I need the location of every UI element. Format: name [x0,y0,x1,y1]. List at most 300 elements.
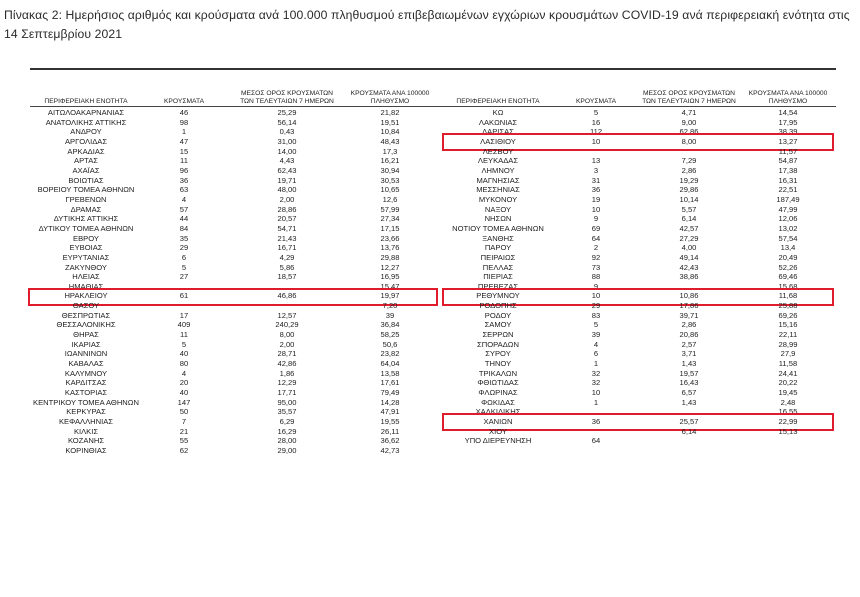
cell-region: ΜΑΓΝΗΣΙΑΣ [476,175,520,185]
left-rows [30,108,442,456]
cell-region: ΙΚΑΡΙΑΣ [71,339,101,349]
cell-cases: 69 [591,223,601,233]
cell-cases: 10 [591,136,601,146]
cell-avg7: 5,86 [279,262,295,272]
cell-region: ΤΗΝΟΥ [484,359,512,369]
cell-per100k: 14,28 [380,397,400,407]
table-row [30,330,442,340]
cell-region: ΕΒΡΟΥ [73,233,99,243]
header-region: ΠΕΡΙΦΕΡΕΙΑΚΗ ΕΝΟΤΗΤΑ [456,98,540,105]
cell-region: ΑΡΤΑΣ [74,156,98,166]
table-row [30,272,442,282]
cell-region: ΜΥΚΟΝΟΥ [478,194,518,204]
cell-avg7: 28,71 [277,349,297,359]
cell-cases: 47 [179,136,189,146]
table-row [442,378,836,388]
cell-per100k: 36,84 [380,320,400,330]
cell-per100k: 23,82 [380,349,400,359]
cell-per100k: 13,76 [380,243,400,253]
cell-region: ΠΙΕΡΙΑΣ [483,272,513,282]
cell-per100k: 19,45 [778,388,798,398]
cell-avg7: 4,00 [681,243,697,253]
table-row [30,108,442,118]
cell-cases: 83 [591,310,601,320]
cell-avg7: 21,43 [277,233,297,243]
cell-region: ΠΡΕΒΕΖΑΣ [477,281,519,291]
cell-avg7: 4,43 [279,156,295,166]
cell-avg7: 2,00 [279,194,295,204]
table-row [30,195,442,205]
cell-region: ΑΡΓΟΛΙΔΑΣ [64,136,108,146]
cell-region: ΘΕΣΣΑΛΟΝΙΚΗΣ [56,320,116,330]
cell-region: ΚΕΦΑΛΛΗΝΙΑΣ [58,417,114,426]
table-row [442,147,836,157]
cell-cases: 32 [591,368,601,378]
cell-avg7: 95,00 [277,397,297,407]
cell-per100k: 17,15 [380,223,400,233]
table-row [30,378,442,388]
cell-per100k: 12,6 [382,194,398,204]
cell-region: ΚΑΒΑΛΑΣ [68,359,104,369]
table-row [442,214,836,224]
cell-avg7: 27,29 [679,233,699,243]
table-row [30,214,442,224]
cell-per100k: 30,53 [380,175,400,185]
cell-per100k: 15,47 [380,281,400,291]
table-row [30,407,442,417]
cell-per100k: 28,99 [778,339,798,349]
cell-per100k: 50,6 [382,339,398,349]
cell-region: ΞΑΝΘΗΣ [482,233,514,243]
cell-region: ΧΑΛΚΙΔΙΚΗΣ [475,407,521,417]
cell-region: ΡΟΔΟΠΗΣ [479,301,517,311]
cell-avg7: 9,00 [681,117,697,127]
cell-region: ΧΙΟΥ [489,426,507,436]
cell-avg7: 25,57 [679,417,699,426]
cell-per100k: 13,4 [780,243,796,253]
cell-per100k: 7,20 [382,301,398,311]
cell-region: ΠΕΙΡΑΙΩΣ [480,252,516,262]
cell-cases: 44 [179,214,189,224]
table-row [30,311,442,321]
cell-region: ΥΠΟ ΔΙΕΡΕΥΝΗΣΗ [464,436,532,446]
cell-cases: 409 [177,320,191,330]
covid-cases-table [30,68,836,498]
cell-cases: 9 [593,214,599,224]
cell-avg7: 2,86 [681,165,697,175]
cell-cases: 16 [591,117,601,127]
cell-region: ΙΩΑΝΝΙΝΩΝ [64,349,108,359]
cell-per100k: 13,58 [380,368,400,378]
cell-per100k: 11,68 [778,291,798,301]
table-row [442,398,836,408]
cell-region: ΣΕΡΡΩΝ [482,330,514,340]
cell-per100k: 13,27 [778,136,798,146]
table-row [442,195,836,205]
table-row [442,369,836,379]
cell-cases: 5 [593,320,599,330]
table-row [442,436,836,446]
cell-cases: 112 [589,127,603,137]
cell-region: ΦΩΚΙΔΑΣ [481,397,515,407]
cell-per100k: 10,84 [380,127,400,137]
cell-avg7: 42,57 [679,223,699,233]
cell-region: ΑΝΑΤΟΛΙΚΗΣ ΑΤΤΙΚΗΣ [45,117,127,127]
cell-avg7: 1,86 [279,368,295,378]
cell-avg7: 29,86 [679,185,699,195]
table-row [442,320,836,330]
cell-region: ΒΟΙΩΤΙΑΣ [68,175,104,185]
cell-region: ΣΠΟΡΑΔΩΝ [477,339,519,349]
cell-per100k: 54,87 [778,156,798,166]
cell-region: ΛΑΡΙΣΑΣ [482,127,514,137]
cell-region: ΑΡΚΑΔΙΑΣ [67,146,105,156]
cell-per100k: 14,54 [778,108,798,117]
cell-per100k: 19,97 [380,291,400,301]
table-row [442,185,836,195]
cell-cases: 17 [179,310,189,320]
cell-per100k: 58,25 [380,330,400,340]
cell-per100k: 79,49 [380,388,400,398]
cell-per100k: 42,73 [380,445,400,455]
table-row [30,320,442,330]
cell-region: ΡΟΔΟΥ [484,310,512,320]
cell-avg7: 10,86 [679,291,699,301]
cell-per100k: 15,68 [778,281,798,291]
cell-cases: 10 [591,388,601,398]
cell-per100k: 39 [385,310,395,320]
cell-region: ΘΑΣΟΥ [72,301,100,311]
cell-cases: 1 [593,397,599,407]
table-row [442,301,836,311]
cell-per100k: 17,3 [382,146,398,156]
cell-per100k: 2,48 [780,397,796,407]
cell-per100k: 64,04 [380,359,400,369]
cell-per100k: 57,54 [778,233,798,243]
cell-region: ΧΑΝΙΩΝ [483,417,513,426]
cell-avg7: 12,29 [277,378,297,388]
cell-cases: 36 [591,417,601,426]
cell-region: ΑΝΔΡΟΥ [70,127,102,137]
cell-per100k: 21,82 [380,108,400,117]
cell-per100k: 47,99 [778,204,798,214]
cell-per100k: 17,38 [778,165,798,175]
cell-per100k: 24,41 [778,368,798,378]
cell-avg7: 3,71 [681,349,697,359]
cell-region: ΖΑΚΥΝΘΟΥ [65,262,107,272]
cell-cases: 5 [181,339,187,349]
cell-per100k: 19,55 [380,417,400,426]
cell-cases: 64 [591,436,601,446]
cell-avg7: 49,14 [679,252,699,262]
cell-avg7: 31,00 [277,136,297,146]
table-row [30,127,442,137]
cell-avg7: 1,43 [681,397,697,407]
cell-cases: 92 [591,252,601,262]
table-row [30,137,442,147]
table-row [442,340,836,350]
cell-per100k: 27,34 [380,214,400,224]
table-row [30,118,442,128]
cell-region: ΚΩ [492,108,504,117]
cell-avg7: 6,29 [279,417,295,426]
table-row [30,243,442,253]
cell-avg7: 54,71 [277,223,297,233]
header-avg7: ΜΕΣΟΣ ΟΡΟΣ ΚΡΟΥΣΜΑΤΩΝ ΤΩΝ ΤΕΛΕΥΤΑΙΩΝ 7 ΗΜΕΡΩΝ [642,90,736,105]
cell-per100k: 11,58 [778,359,798,369]
cell-cases: 31 [591,175,601,185]
cell-cases: 63 [179,185,189,195]
cell-cases: 7 [181,417,187,426]
cell-avg7: 38,86 [679,272,699,282]
cell-cases: 84 [179,223,189,233]
cell-cases: 98 [179,117,189,127]
cell-avg7: 48,00 [277,185,297,195]
cell-cases: 5 [181,262,187,272]
table-row [442,388,836,398]
cell-cases: 27 [179,272,189,282]
cell-avg7: 6,14 [681,426,697,436]
cell-per100k: 22,99 [778,417,798,426]
cell-cases: 5 [593,108,599,117]
cell-cases: 6 [181,252,187,262]
cell-cases: 35 [179,233,189,243]
cell-per100k: 20,22 [778,378,798,388]
cell-cases: 40 [179,349,189,359]
cell-per100k: 52,26 [778,262,798,272]
table-row [442,253,836,263]
cell-cases: 13 [591,156,601,166]
cell-cases: 21 [179,426,189,436]
table-right-half [442,68,836,498]
cell-region: ΡΕΘΥΜΝΟΥ [476,291,520,301]
cell-cases: 15 [179,146,189,156]
table-row [442,330,836,340]
cell-cases: 1 [593,359,599,369]
table-row [30,436,442,446]
cell-cases: 2 [593,243,599,253]
table-row [30,253,442,263]
cell-region: ΦΛΩΡΙΝΑΣ [478,388,518,398]
cell-avg7: 35,57 [277,407,297,417]
cell-region: ΚΟΡΙΝΘΙΑΣ [65,445,107,455]
cell-region: ΛΑΣΙΘΙΟΥ [480,136,516,146]
cell-region: ΚΙΛΚΙΣ [73,426,99,436]
cell-region: ΚΑΣΤΟΡΙΑΣ [64,388,108,398]
cell-region: ΛΑΚΩΝΙΑΣ [478,117,518,127]
cell-cases: 29 [179,243,189,253]
cell-per100k: 69,26 [778,310,798,320]
cell-per100k: 15,13 [778,426,798,436]
table-row [30,263,442,273]
cell-cases: 39 [591,330,601,340]
table-row [30,446,442,456]
table-row [442,349,836,359]
cell-region: ΒΟΡΕΙΟΥ ΤΟΜΕΑ ΑΘΗΝΩΝ [37,185,135,195]
cell-per100k: 23,66 [380,233,400,243]
cell-region: ΚΑΡΔΙΤΣΑΣ [65,378,107,388]
cell-region: ΠΕΛΛΑΣ [482,262,514,272]
table-row [30,388,442,398]
cell-cases: 62 [179,445,189,455]
cell-region: ΔΥΤΙΚΟΥ ΤΟΜΕΑ ΑΘΗΝΩΝ [38,223,134,233]
cell-avg7: 19,29 [679,175,699,185]
cell-avg7: 16,71 [277,243,297,253]
cell-region: ΦΘΙΩΤΙΔΑΣ [477,378,519,388]
cell-region: ΕΥΒΟΙΑΣ [69,243,103,253]
cell-region: ΝΗΣΩΝ [484,214,512,224]
table-row [30,185,442,195]
cell-per100k: 11,57 [778,146,798,156]
cell-cases: 20 [179,378,189,388]
cell-cases: 80 [179,359,189,369]
cell-cases: 50 [179,407,189,417]
cell-avg7: 56,14 [277,117,297,127]
table-row [30,359,442,369]
cell-per100k: 16,31 [778,175,798,185]
cell-cases: 88 [591,272,601,282]
cell-avg7: 6,14 [681,214,697,224]
cell-cases: 4 [181,368,187,378]
cell-cases: 3 [593,165,599,175]
table-row [30,176,442,186]
header-cases: ΚΡΟΥΣΜΑΤΑ [575,98,617,105]
table-row [442,205,836,215]
cell-cases: 55 [179,436,189,446]
cell-per100k: 17,95 [778,117,798,127]
table-row [442,427,836,437]
cell-avg7: 240,29 [275,320,299,330]
cell-per100k: 48,43 [380,136,400,146]
cell-cases: 147 [177,397,191,407]
cell-avg7: 28,00 [277,436,297,446]
cell-per100k: 12,27 [380,262,400,272]
cell-avg7: 2,00 [279,339,295,349]
cell-avg7: 1,43 [681,359,697,369]
cell-region: ΚΟΖΑΝΗΣ [67,436,105,446]
cell-avg7: 46,86 [277,291,297,301]
cell-region: ΑΧΑΪΑΣ [72,165,100,175]
cell-avg7: 7,29 [681,156,697,166]
table-row [442,359,836,369]
cell-cases: 73 [591,262,601,272]
cell-per100k: 30,94 [380,165,400,175]
right-rows [442,108,836,446]
table-row [442,118,836,128]
header-region: ΠΕΡΙΦΕΡΕΙΑΚΗ ΕΝΟΤΗΤΑ [44,98,128,105]
cell-cases: 96 [179,165,189,175]
cell-avg7: 5,57 [681,204,697,214]
cell-cases: 29 [591,301,601,311]
table-row [30,156,442,166]
table-row [30,234,442,244]
table-row [442,176,836,186]
cell-region: ΤΡΙΚΑΛΩΝ [478,368,518,378]
cell-per100k: 29,88 [380,252,400,262]
table-row [30,205,442,215]
cell-region: ΛΗΜΝΟΥ [481,165,515,175]
cell-avg7: 0,43 [279,127,295,137]
cell-region: ΜΕΣΣΗΝΙΑΣ [476,185,520,195]
cell-avg7: 10,14 [679,194,699,204]
cell-cases: 46 [179,108,189,117]
cell-per100k: 38,39 [778,127,798,137]
cell-per100k: 19,51 [380,117,400,127]
table-row [442,108,836,118]
cell-cases: 57 [179,204,189,214]
table-row [30,427,442,437]
cell-region: ΛΕΥΚΑΔΑΣ [477,156,519,166]
cell-cases: 36 [591,185,601,195]
cell-avg7: 62,43 [277,165,297,175]
cell-region: ΗΜΑΘΙΑΣ [68,281,104,291]
cell-per100k: 27,9 [780,349,796,359]
cell-cases: 61 [179,291,189,301]
cell-per100k: 69,46 [778,272,798,282]
table-row [30,147,442,157]
cell-per100k: 12,06 [778,214,798,224]
cell-avg7: 12,57 [277,310,297,320]
cell-region: ΑΙΤΩΛΟΑΚΑΡΝΑΝΙΑΣ [47,108,125,117]
cell-avg7: 20,86 [679,330,699,340]
table-row [442,243,836,253]
cell-avg7: 2,57 [681,339,697,349]
cell-region: ΝΟΤΙΟΥ ΤΟΜΕΑ ΑΘΗΝΩΝ [452,223,544,233]
cell-per100k: 17,61 [380,378,400,388]
cell-per100k: 25,88 [778,301,798,311]
table-row [30,224,442,234]
cell-per100k: 16,95 [380,272,400,282]
header-avg7: ΜΕΣΟΣ ΟΡΟΣ ΚΡΟΥΣΜΑΤΩΝ ΤΩΝ ΤΕΛΕΥΤΑΙΩΝ 7 ΗΜΕΡΩΝ [240,90,334,105]
table-row [442,224,836,234]
cell-region: ΔΡΑΜΑΣ [70,204,102,214]
cell-avg7: 39,71 [679,310,699,320]
table-row [442,234,836,244]
cell-per100k: 10,65 [380,185,400,195]
cell-per100k: 57,99 [380,204,400,214]
cell-avg7: 8,00 [681,136,697,146]
cell-region: ΚΕΝΤΡΙΚΟΥ ΤΟΜΕΑ ΑΘΗΝΩΝ [33,397,139,407]
cell-avg7: 42,43 [679,262,699,272]
table-row [30,166,442,176]
cell-avg7: 20,57 [277,214,297,224]
cell-avg7: 4,71 [681,108,697,117]
cell-avg7: 19,57 [679,368,699,378]
cell-region: ΝΑΞΟΥ [484,204,512,214]
cell-region: ΔΥΤΙΚΗΣ ΑΤΤΙΚΗΣ [53,214,119,224]
cell-cases: 6 [593,349,599,359]
cell-avg7: 17,86 [679,301,699,311]
cell-per100k: 22,51 [778,185,798,195]
cell-avg7: 42,86 [277,359,297,369]
cell-region: ΘΗΡΑΣ [73,330,99,340]
cell-cases: 11 [180,156,188,166]
cell-cases: 19 [591,194,601,204]
cell-avg7: 19,71 [277,175,297,185]
cell-avg7: 29,00 [277,445,297,455]
cell-cases: 10 [591,291,601,301]
cell-region: ΛΕΣΒΟΥ [482,146,514,156]
cell-region: ΠΑΡΟΥ [484,243,512,253]
cell-avg7: 16,29 [277,426,297,436]
cell-avg7: 4,29 [279,252,295,262]
cell-cases: 4 [181,194,187,204]
cell-region: ΕΥΡΥΤΑΝΙΑΣ [62,252,110,262]
cell-region: ΚΕΡΚΥΡΑΣ [66,407,106,417]
cell-cases: 9 [593,281,599,291]
header-per100k: ΚΡΟΥΣΜΑΤΑ ΑΝΑ 100000 ΠΛΗΘΥΣΜΟ [350,90,430,105]
cell-region: ΚΑΛΥΜΝΟΥ [64,368,108,378]
